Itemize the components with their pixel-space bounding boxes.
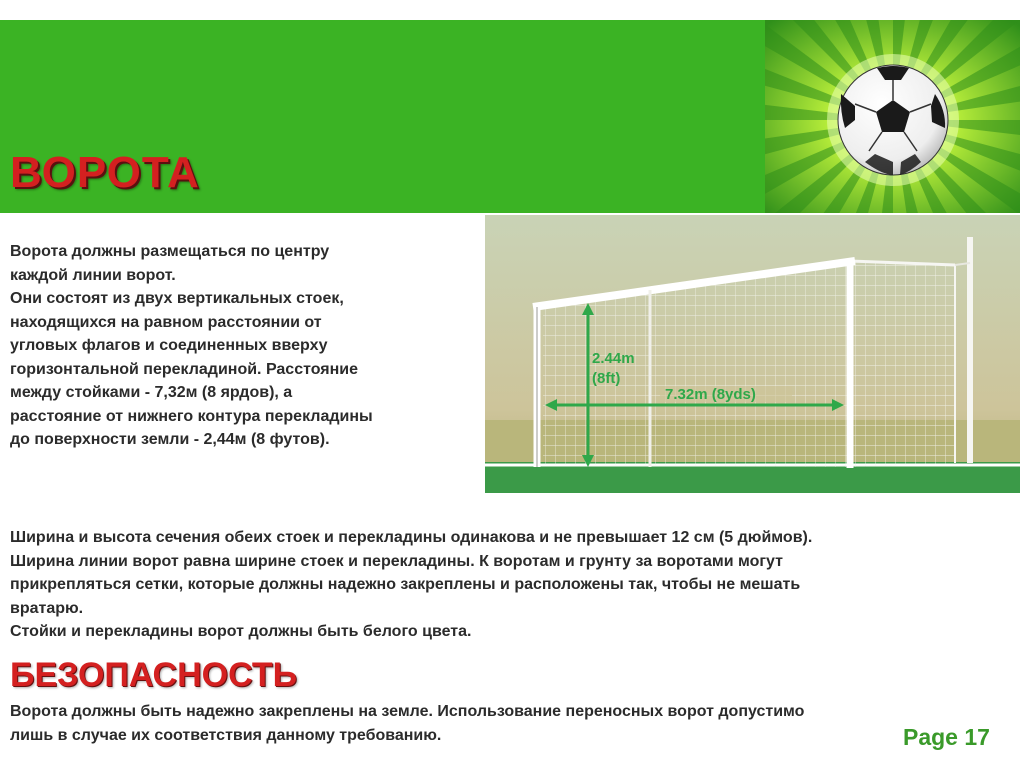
body-line: вратарю. [10,599,84,617]
width-label: 7.32m (8yds) [665,386,756,403]
intro-line: расстояние от нижнего контура перекладины [10,407,373,425]
intro-line: до поверхности земли - 2,44м (8 футов). [10,431,330,448]
safety-line: Ворота должны быть надежно закреплены на земле. Использование переносных ворот допустимо [10,703,805,720]
intro-paragraph [10,240,480,452]
slide-title: ВОРОТА [10,148,200,197]
body-line: Ширина и высота сечения обеих стоек и перекладины одинакова и не превышает 12 см (5 дюймов). [10,529,813,546]
height-label-sub: (8ft) [592,370,621,387]
ball-panel [765,20,1020,213]
intro-line: находящихся на равном расстоянии от [10,313,322,331]
safety-paragraph [10,700,1015,747]
goal-illustration [485,215,1020,493]
body-line: Ширина линии ворот равна ширине стоек и перекладины. К воротам и грунту за воротами могут [10,552,783,570]
page-number: Page 17 [903,724,990,750]
intro-line: каждой линии ворот. [10,266,176,284]
intro-line: угловых флагов и соединенных вверху [10,337,328,354]
body-line: прикрепляться сетки, которые должны надежно закреплены и расположены так, чтобы не мешать [10,576,801,593]
intro-line: горизонтальной перекладиной. Расстояние [10,360,359,378]
body-line: Стойки и перекладины ворот должны быть белого цвета. [10,623,472,640]
body-paragraph [10,526,1015,644]
safety-line: лишь в случае их соответствия данному требованию. [10,726,442,744]
height-label: 2.44m [592,350,635,367]
intro-line: Ворота должны размещаться по центру [10,243,330,260]
intro-line: между стойками - 7,32м (8 ярдов), а [10,384,293,401]
soccer-ball-icon [765,20,1020,213]
safety-heading: БЕЗОПАСНОСТЬ [10,656,298,694]
intro-line: Они состоят из двух вертикальных стоек, [10,290,344,307]
